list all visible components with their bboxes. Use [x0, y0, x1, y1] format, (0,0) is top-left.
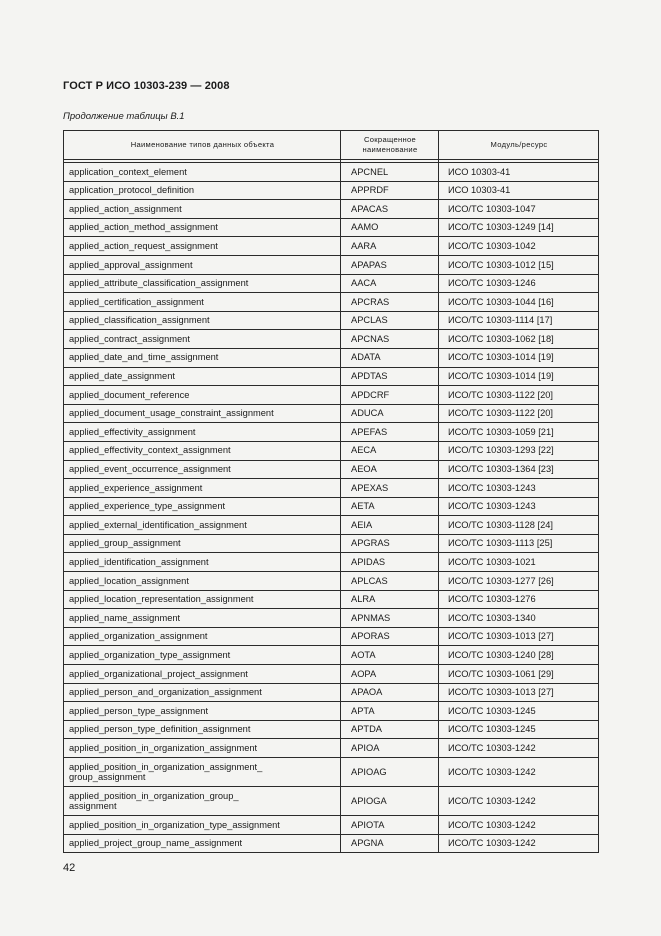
table-row [64, 683, 599, 702]
module-cell: ИСО/ТС 10303-1277 [26] [439, 572, 599, 591]
module-cell: ИСО/ТС 10303-1021 [439, 553, 599, 572]
module-cell: ИСО/ТС 10303-1013 [27] [439, 627, 599, 646]
abbreviation-cell: APDTAS [341, 367, 439, 386]
entity-name-cell: applied_document_reference [64, 386, 341, 405]
module-cell: ИСО/ТС 10303-1128 [24] [439, 516, 599, 535]
entity-name-cell: applied_classification_assignment [64, 311, 341, 330]
entity-name-cell: applied_identification_assignment [64, 553, 341, 572]
entity-name-cell: applied_action_method_assignment [64, 218, 341, 237]
entity-name-cell: applied_date_and_time_assignment [64, 348, 341, 367]
entity-name-cell: application_protocol_definition [64, 181, 341, 200]
module-cell: ИСО/ТС 10303-1014 [19] [439, 348, 599, 367]
entity-name-cell: applied_project_group_name_assignment [64, 834, 341, 853]
entity-name-cell: applied_contract_assignment [64, 330, 341, 349]
module-cell: ИСО/ТС 10303-1114 [17] [439, 311, 599, 330]
entity-name-cell: applied_approval_assignment [64, 255, 341, 274]
entity-name-cell: applied_attribute_classification_assignment [64, 274, 341, 293]
abbreviation-cell: AOTA [341, 646, 439, 665]
module-cell: ИСО/ТС 10303-1243 [439, 497, 599, 516]
abbreviation-cell: APCNAS [341, 330, 439, 349]
entity-name-cell: applied_experience_assignment [64, 479, 341, 498]
table-row [64, 665, 599, 684]
module-cell: ИСО/ТС 10303-1242 [439, 816, 599, 835]
module-cell: ИСО/ТС 10303-1242 [439, 739, 599, 758]
table-row [64, 787, 599, 816]
abbreviation-cell: AEIA [341, 516, 439, 535]
module-cell: ИСО/ТС 10303-1012 [15] [439, 255, 599, 274]
abbreviation-cell: APDCRF [341, 386, 439, 405]
table-row [64, 367, 599, 386]
abbreviation-cell: APCRAS [341, 293, 439, 312]
abbreviation-cell: APCLAS [341, 311, 439, 330]
document-header: ГОСТ Р ИСО 10303-239 — 2008 [63, 80, 230, 92]
abbreviation-cell: APACAS [341, 200, 439, 219]
module-cell: ИСО/ТС 10303-1293 [22] [439, 441, 599, 460]
abbreviation-cell: APTA [341, 702, 439, 721]
table-row [64, 739, 599, 758]
table-row [64, 646, 599, 665]
table-row [64, 702, 599, 721]
module-cell: ИСО/ТС 10303-1042 [439, 237, 599, 256]
abbreviation-cell: APIDAS [341, 553, 439, 572]
module-cell: ИСО/ТС 10303-1246 [439, 274, 599, 293]
table-row [64, 330, 599, 349]
abbreviation-cell: ADUCA [341, 404, 439, 423]
entity-name-cell: application_context_element [64, 163, 341, 182]
table-row [64, 386, 599, 405]
table-row [64, 609, 599, 628]
table-row [64, 181, 599, 200]
table-row [64, 218, 599, 237]
abbreviation-cell: AACA [341, 274, 439, 293]
table-row [64, 200, 599, 219]
abbreviation-cell: AEOA [341, 460, 439, 479]
abbreviation-cell: AARA [341, 237, 439, 256]
entity-name-cell: applied_name_assignment [64, 609, 341, 628]
module-cell: ИСО/ТС 10303-1113 [25] [439, 534, 599, 553]
abbreviation-cell: APIOGA [341, 787, 439, 816]
entity-name-cell: applied_experience_type_assignment [64, 497, 341, 516]
table-row [64, 516, 599, 535]
table-header-row [64, 131, 599, 160]
abbreviation-cell: AECA [341, 441, 439, 460]
abbreviation-cell: APGRAS [341, 534, 439, 553]
module-cell: ИСО/ТС 10303-1249 [14] [439, 218, 599, 237]
table-caption: Продолжение таблицы В.1 [63, 111, 185, 122]
table-row [64, 311, 599, 330]
entity-name-cell: applied_certification_assignment [64, 293, 341, 312]
entity-name-cell: applied_action_request_assignment [64, 237, 341, 256]
module-cell: ИСО/ТС 10303-1245 [439, 720, 599, 739]
abbreviation-cell: APIOAG [341, 758, 439, 787]
column-header-module: Модуль/ресурс [439, 131, 599, 160]
entity-name-cell: applied_organizational_project_assignment [64, 665, 341, 684]
abbreviation-cell: APAOA [341, 683, 439, 702]
table-row [64, 237, 599, 256]
entity-name-cell: applied_action_assignment [64, 200, 341, 219]
module-cell: ИСО/ТС 10303-1014 [19] [439, 367, 599, 386]
abbreviation-cell: ADATA [341, 348, 439, 367]
abbreviation-cell: APORAS [341, 627, 439, 646]
entity-name-cell: applied_position_in_organization_group_ assignment [64, 787, 341, 816]
module-cell: ИСО 10303-41 [439, 181, 599, 200]
abbreviation-cell: APTDA [341, 720, 439, 739]
abbreviation-cell: APNMAS [341, 609, 439, 628]
table-row [64, 441, 599, 460]
module-cell: ИСО/ТС 10303-1059 [21] [439, 423, 599, 442]
abbreviation-cell: APGNA [341, 834, 439, 853]
table-row [64, 479, 599, 498]
module-cell: ИСО/ТС 10303-1242 [439, 834, 599, 853]
entity-name-cell: applied_position_in_organization_assignment [64, 739, 341, 758]
abbreviation-cell: APPRDF [341, 181, 439, 200]
module-cell: ИСО/ТС 10303-1044 [16] [439, 293, 599, 312]
table-row [64, 460, 599, 479]
module-cell: ИСО/ТС 10303-1245 [439, 702, 599, 721]
abbreviation-cell: APLCAS [341, 572, 439, 591]
entity-name-cell: applied_position_in_organization_type_assignment [64, 816, 341, 835]
table-row [64, 497, 599, 516]
abbreviation-cell: APEFAS [341, 423, 439, 442]
page-number: 42 [63, 862, 76, 874]
module-cell: ИСО/ТС 10303-1062 [18] [439, 330, 599, 349]
column-header-abbr: Сокращенное наименование [341, 131, 439, 160]
module-cell: ИСО/ТС 10303-1276 [439, 590, 599, 609]
entity-name-cell: applied_event_occurrence_assignment [64, 460, 341, 479]
module-cell: ИСО/ТС 10303-1122 [20] [439, 386, 599, 405]
entity-name-cell: applied_effectivity_context_assignment [64, 441, 341, 460]
entity-name-cell: applied_organization_type_assignment [64, 646, 341, 665]
entity-name-cell: applied_external_identification_assignment [64, 516, 341, 535]
table-row [64, 816, 599, 835]
module-cell: ИСО 10303-41 [439, 163, 599, 182]
table-row [64, 572, 599, 591]
module-cell: ИСО/ТС 10303-1242 [439, 758, 599, 787]
table-row [64, 163, 599, 182]
table-row [64, 627, 599, 646]
entity-name-cell: applied_effectivity_assignment [64, 423, 341, 442]
module-cell: ИСО/ТС 10303-1240 [28] [439, 646, 599, 665]
abbreviation-cell: AAMO [341, 218, 439, 237]
module-cell: ИСО/ТС 10303-1242 [439, 787, 599, 816]
table-row [64, 255, 599, 274]
entity-name-cell: applied_person_type_definition_assignment [64, 720, 341, 739]
module-cell: ИСО/ТС 10303-1364 [23] [439, 460, 599, 479]
abbreviation-cell: APCNEL [341, 163, 439, 182]
table-row [64, 834, 599, 853]
abbreviation-cell: APAPAS [341, 255, 439, 274]
table-row [64, 293, 599, 312]
abbreviation-cell: APIOA [341, 739, 439, 758]
table-row [64, 404, 599, 423]
module-cell: ИСО/ТС 10303-1122 [20] [439, 404, 599, 423]
entity-name-cell: applied_position_in_organization_assignment_ group_assignment [64, 758, 341, 787]
table-row [64, 534, 599, 553]
abbreviation-cell: ALRA [341, 590, 439, 609]
table-row [64, 758, 599, 787]
entity-name-cell: applied_location_representation_assignment [64, 590, 341, 609]
column-header-entity: Наименование типов данных объекта [64, 131, 341, 160]
table-row [64, 348, 599, 367]
entity-name-cell: applied_organization_assignment [64, 627, 341, 646]
entity-name-cell: applied_location_assignment [64, 572, 341, 591]
module-cell: ИСО/ТС 10303-1047 [439, 200, 599, 219]
abbreviation-cell: AETA [341, 497, 439, 516]
entity-name-cell: applied_person_type_assignment [64, 702, 341, 721]
abbreviation-cell: AOPA [341, 665, 439, 684]
entity-name-cell: applied_date_assignment [64, 367, 341, 386]
abbreviation-cell: APIOTA [341, 816, 439, 835]
entity-table [63, 130, 599, 853]
module-cell: ИСО/ТС 10303-1340 [439, 609, 599, 628]
module-cell: ИСО/ТС 10303-1061 [29] [439, 665, 599, 684]
module-cell: ИСО/ТС 10303-1013 [27] [439, 683, 599, 702]
entity-name-cell: applied_person_and_organization_assignment [64, 683, 341, 702]
table-row [64, 423, 599, 442]
table-row [64, 720, 599, 739]
table-row [64, 274, 599, 293]
entity-name-cell: applied_group_assignment [64, 534, 341, 553]
entity-name-cell: applied_document_usage_constraint_assignment [64, 404, 341, 423]
table-row [64, 590, 599, 609]
table-row [64, 553, 599, 572]
abbreviation-cell: APEXAS [341, 479, 439, 498]
module-cell: ИСО/ТС 10303-1243 [439, 479, 599, 498]
